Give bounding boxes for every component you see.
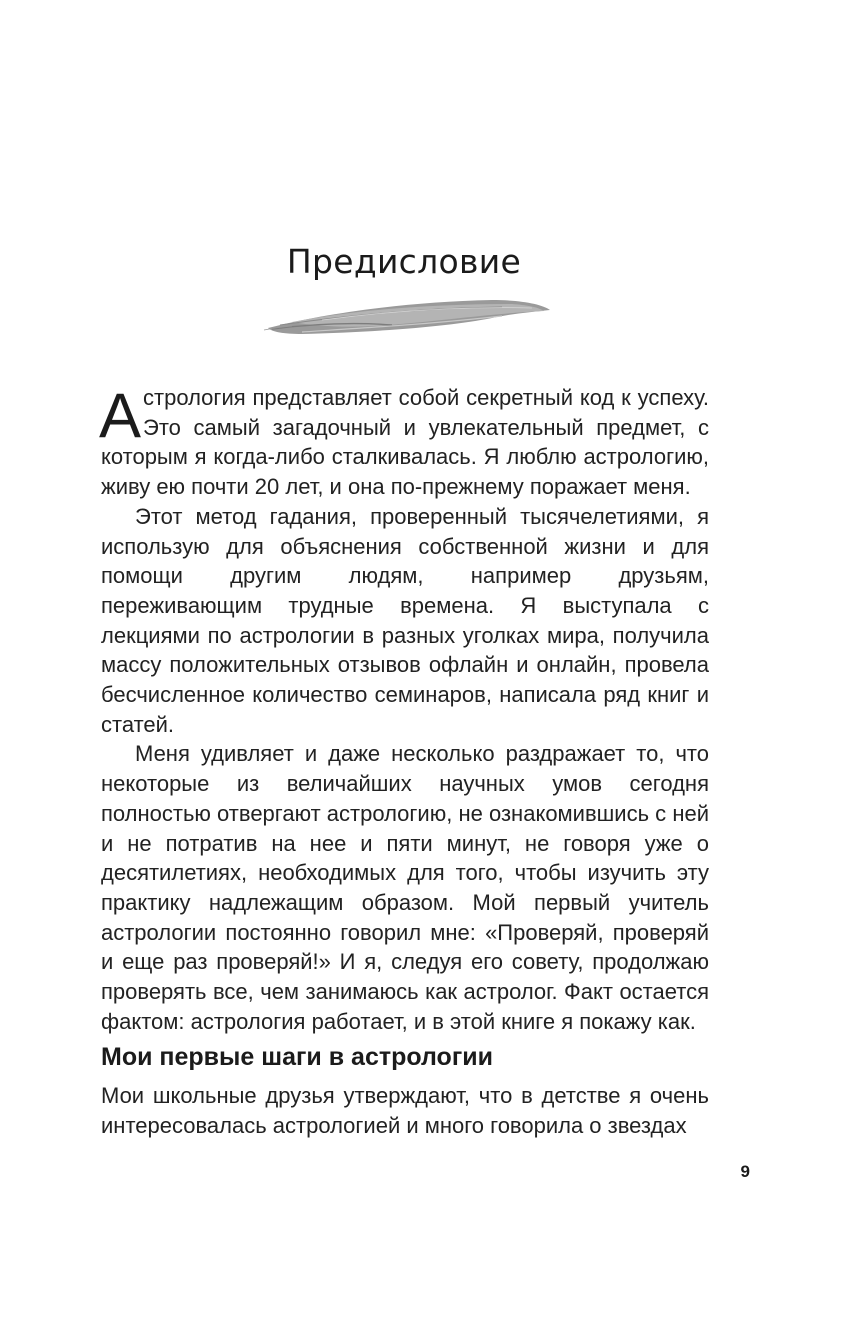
paragraph: Меня удивляет и даже несколько раздражает то, что некоторые из величайших научных умов сегодня полностью отвергают астрологию, не ознакомившись с ней и не потратив на нее и пяти минут, не говоря уже о десятилетиях, необходимых для того, чтобы изучить эту практику надлежащим образом. Мой первый учитель астрологии постоянно говорил мне: «Проверяй, проверяй и еще раз проверяй!» И я, следуя его совету, продолжаю проверять все, чем занимаюсь как астролог. Факт остается фактом: астрология работает, и в этой книге я покажу как. bbox=[101, 741, 709, 1034]
drop-cap: А bbox=[99, 381, 142, 451]
brush-stroke-ornament bbox=[262, 292, 554, 336]
paragraph bbox=[101, 383, 709, 502]
section-paragraph: Мои школьные друзья утверждают, что в детстве я очень интересовалась астрологией и много говорила о звездах bbox=[101, 1083, 709, 1138]
section-heading: Мои первые шаги в астрологии bbox=[101, 1043, 493, 1071]
chapter-title: Предисловие bbox=[286, 242, 522, 281]
intro-text bbox=[101, 383, 709, 1036]
page-number: 9 bbox=[740, 1162, 750, 1181]
paragraph-text: стрология представляет собой секретный код к успеху. Это самый загадочный и увлекательный предмет, с которым я когда-либо сталкивалась. Я люблю астрологию, живу ею почти 20 лет, и она по-прежнему поражает меня. bbox=[101, 385, 709, 500]
paragraph: Этот метод гадания, проверенный тысячелетиями, я использую для объяснения собственной жизни и для помощи другим людям, например друзьям, переживающим трудные времена. Я выступала с лекциями по астрологии в разных уголках мира, получила массу положительных отзывов офлайн и онлайн, провела бесчисленное количество семинаров, написала ряд книг и статей. bbox=[101, 503, 709, 737]
